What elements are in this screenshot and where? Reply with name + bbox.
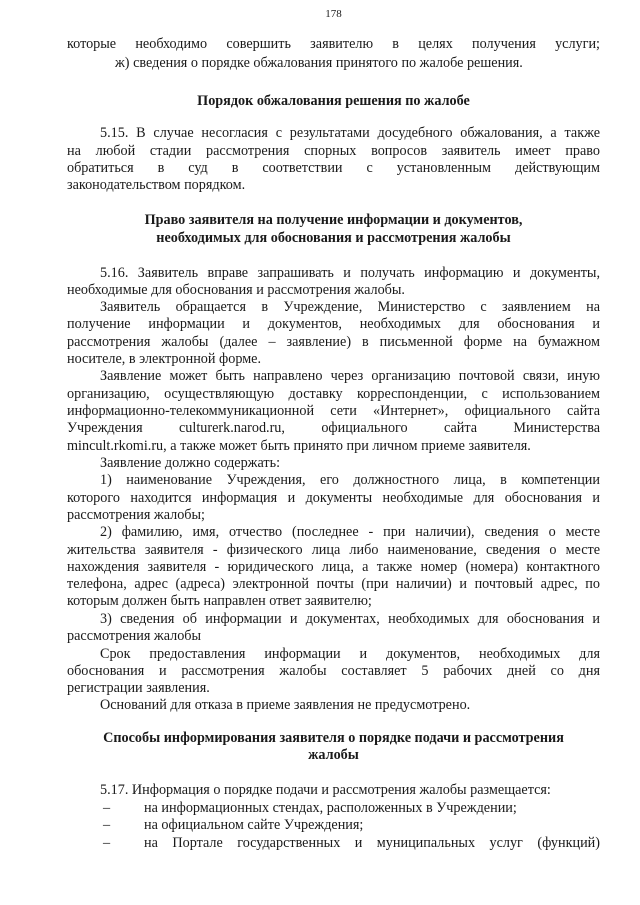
text-line: которого находится информация и документы необходимые для обоснования и <box>67 490 600 506</box>
text-line: носителе, в электронной форме. <box>67 351 262 367</box>
text-line: жительства заявителя - физического лица либо наименование, сведения о месте <box>67 542 600 558</box>
section-heading: Порядок обжалования решения по жалобе <box>197 93 470 109</box>
list-item: на Портале государственных и муниципальных услуг (функций) <box>144 835 600 851</box>
text-line: на любой стадии рассмотрения спорных вопросов заявитель имеет право <box>67 143 600 159</box>
list-item: на информационных стендах, расположенных в Учреждении; <box>144 800 517 816</box>
text-line: Срок предоставления информации и документов, необходимых для <box>100 646 600 662</box>
text-line: рассмотрения жалобы <box>67 628 202 644</box>
section-heading: Способы информирования заявителя о порядке подачи и рассмотрения <box>103 730 564 746</box>
list-bullet: – <box>103 835 111 851</box>
document-page <box>67 0 600 905</box>
text-line: 3) сведения об информации и документах, необходимых для обоснования и <box>100 611 600 627</box>
text-line: 5.15. В случае несогласия с результатами досудебного обжалования, а также <box>100 125 600 141</box>
section-heading: жалобы <box>308 747 359 763</box>
text-line: mincult.rkomi.ru, а также может быть принято при личном приеме заявителя. <box>67 438 531 454</box>
text-line: Учреждения culturerk.narod.ru, официального сайта Министерства <box>67 420 600 436</box>
list-item: на официальном сайте Учреждения; <box>144 817 364 833</box>
text-line: Заявитель обращается в Учреждение, Министерство с заявлением на <box>100 299 600 315</box>
text-line: законодательством порядком. <box>67 177 246 193</box>
text-line: организацию, осуществляющую доставку корреспонденции, с использованием <box>67 386 600 402</box>
text-line: нахождения заявителя - юридического лица, а также номер (номера) контактного <box>67 559 600 575</box>
text-line: Заявление может быть направлено через организацию почтовой связи, иную <box>100 368 600 384</box>
page-number: 178 <box>325 8 342 20</box>
text-line: получение информации и документов, необходимых для обоснования и <box>67 316 600 332</box>
section-heading: Право заявителя на получение информации и документов, <box>144 212 523 228</box>
text-line: обратиться в суд в соответствии с установленным действующим <box>67 160 600 176</box>
text-line: 5.17. Информация о порядке подачи и рассмотрения жалобы размещается: <box>100 782 551 798</box>
text-line: которые необходимо совершить заявителю в целях получения услуги; <box>67 36 600 52</box>
text-line: телефона, адрес (адреса) электронной почты (при наличии) и почтовый адрес, по <box>67 576 600 592</box>
text-line: которым должен быть направлен ответ заявителю; <box>67 593 372 609</box>
text-line: 2) фамилию, имя, отчество (последнее - при наличии), сведения о месте <box>100 524 600 540</box>
text-line: рассмотрения жалобы; <box>67 507 205 523</box>
section-heading: необходимых для обоснования и рассмотрения жалобы <box>156 230 511 246</box>
text-line: регистрации заявления. <box>67 680 210 696</box>
text-line: 5.16. Заявитель вправе запрашивать и получать информацию и документы, <box>100 265 600 281</box>
text-line: Оснований для отказа в приеме заявления не предусмотрено. <box>100 697 471 713</box>
text-line: Заявление должно содержать: <box>100 455 281 471</box>
list-bullet: – <box>103 817 111 833</box>
list-bullet: – <box>103 800 111 816</box>
text-line: обоснования и рассмотрения жалобы составляет 5 рабочих дней со дня <box>67 663 600 679</box>
text-line: необходимые для обоснования и рассмотрения жалобы. <box>67 282 405 298</box>
text-line: 1) наименование Учреждения, его должностного лица, в компетенции <box>100 472 600 488</box>
text-line: информационно-телекоммуникационной сети «Интернет», официального сайта <box>67 403 600 419</box>
text-line: рассмотрения жалобы (далее – заявление) в письменной форме на бумажном <box>67 334 600 350</box>
text-line: ж) сведения о порядке обжалования принятого по жалобе решения. <box>115 55 523 71</box>
